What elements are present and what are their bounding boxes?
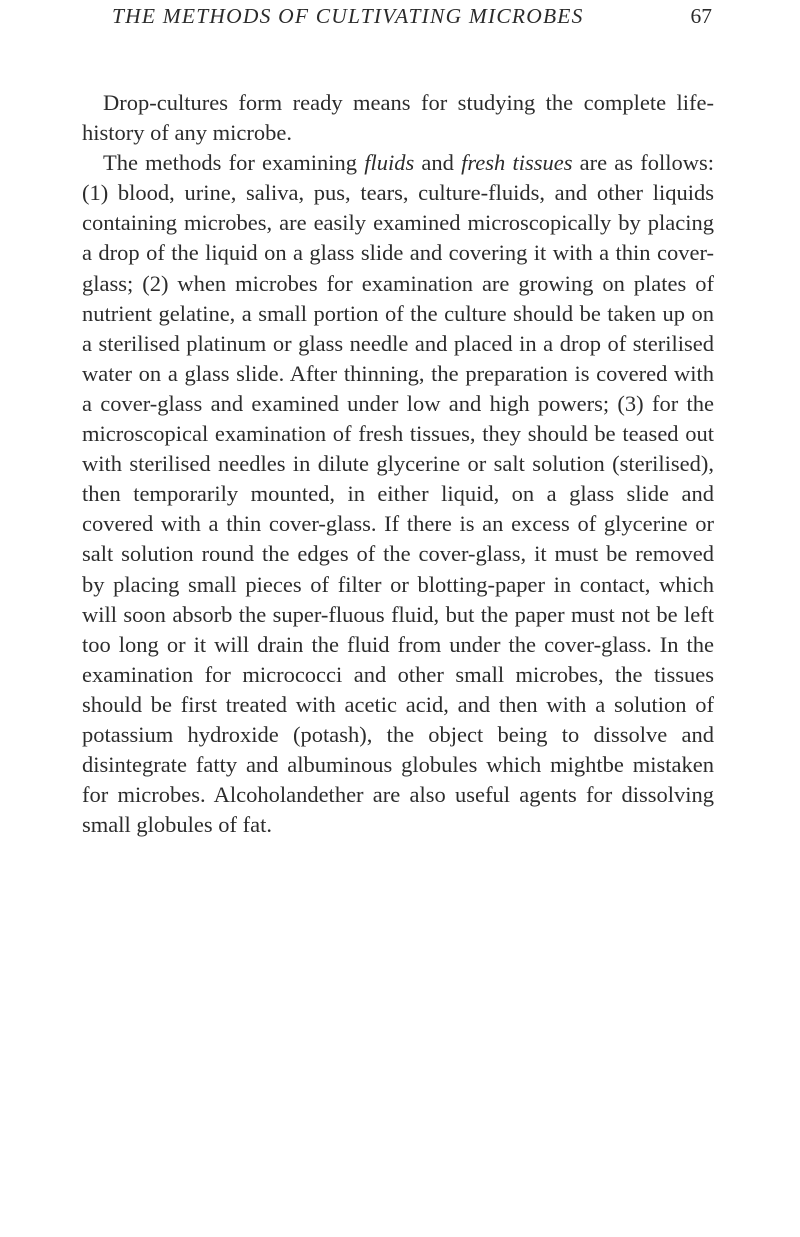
paragraph-2-lead: The methods for examining — [103, 150, 365, 176]
emphasis-fluids: fluids — [364, 150, 415, 176]
paragraph-2-rest: are as follows: (1) blood, urine, saliva, pus, tears, culture-fluids, and other liquids containing microbes, are easily examined microscopically by placing a drop of the liquid on a glass slide and covering it with a thin cover-glass; (2) when microbes for examination are growing on plates of nutrient gelatine, a small portion of the culture should be taken up on a sterilised platinum or glass needle and placed in a drop of sterilised water on a glass slide. After thinning, the preparation is covered with a cover-glass and examined under low and high powers; (3) for the microscopical examination of fresh tissues, they should be teased out with sterilised needles in dilute glycerine or salt solution (sterilised), then temporarily mounted, in either liquid, on a glass slide and covered with a thin cover-glass. If there is an excess of glycerine or salt solution round the edges of the cover-glass, it must be removed by placing small pieces of filter or blotting-paper in contact, which will soon absorb the super-fluous fluid, but the paper must not be left too long or it will drain the fluid from under the cover-glass. In the examination for micrococci and other small microbes, the tissues should be first treated with acetic acid, and then with a solution of potassium hydroxide (potash), the object being to dissolve and disintegrate fatty and albuminous globules which mightbe mistaken for microbes. Alcoholandether are also useful agents for dissolving small globules of fat. — [82, 150, 714, 838]
body-text — [82, 88, 714, 840]
emphasis-fresh-tissues: fresh tissues — [461, 150, 573, 176]
running-title: THE METHODS OF CULTIVATING MICROBES — [112, 4, 584, 28]
paragraph-2 — [82, 148, 714, 840]
paragraph-1: Drop-cultures form ready means for studying the complete life-history of any microbe. — [82, 90, 714, 146]
paragraph-2-and: and — [414, 150, 462, 176]
page-number: 67 — [690, 4, 712, 28]
running-head — [112, 4, 712, 36]
